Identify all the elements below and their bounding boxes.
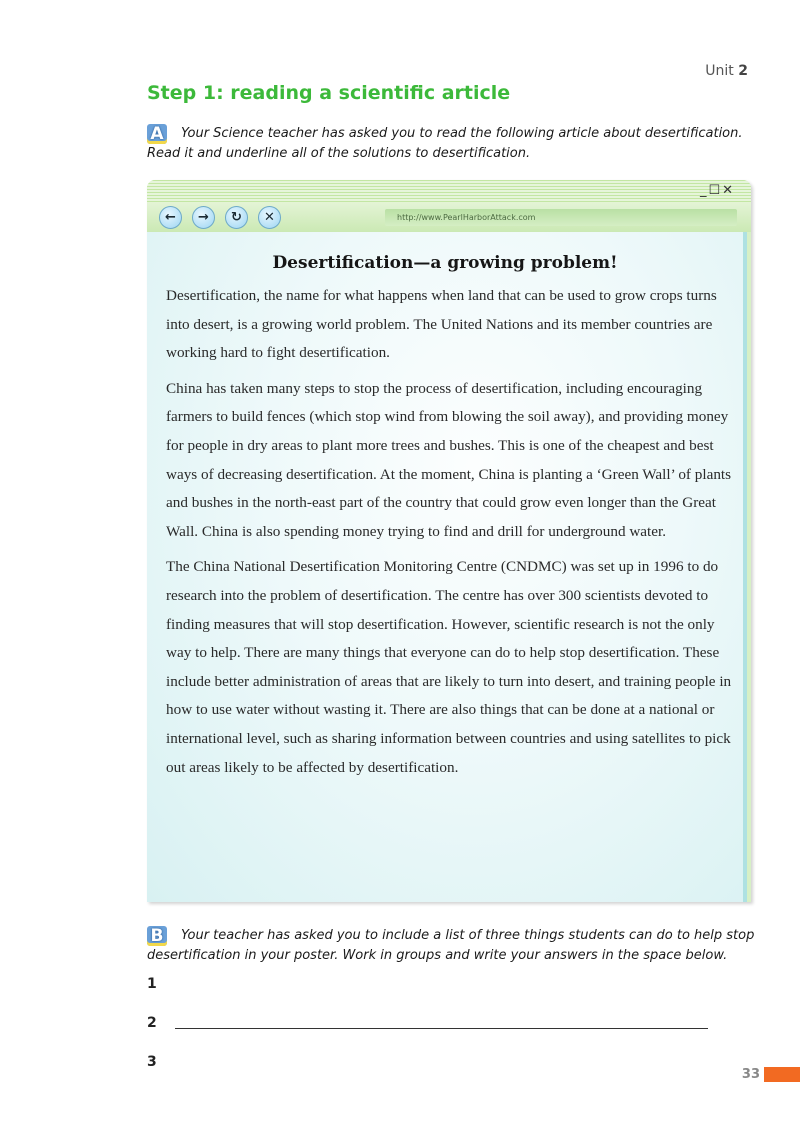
task-b-instructions (147, 926, 757, 966)
article-paragraph: The China National Desertification Monitoring Centre (CNDMC) was set up in 1996 to do research into the problem of desertification. The centre has over 300 scientists devoted to finding measures that will stop desertification. However, scientific research is not the only way to help. There are many things that everyone can do to help stop desertification. These include better administration of areas that are likely to turn into desert, and training people in how to use water without wasting it. There are also things that can be done at a national or international level, such as sharing information between countries and using satellites to pick out areas likely to be affected by desertification. (166, 558, 732, 776)
close-icon[interactable]: ✕ (258, 206, 281, 229)
answer-number-3: 3 (147, 1054, 157, 1070)
task-a-text: Your Science teacher has asked you to read the following article about desertification. Read it and underline all of the solutions to desertification. (147, 126, 743, 161)
browser-titlebar (147, 180, 751, 202)
unit-number: 2 (738, 63, 748, 79)
address-bar[interactable]: http://www.PearlHarborAttack.com (385, 209, 737, 226)
answer-number-2: 2 (147, 1015, 157, 1031)
answer-line[interactable] (175, 1028, 708, 1029)
forward-arrow-icon[interactable]: → (192, 206, 215, 229)
article-paragraph: Desertification, the name for what happens when land that can be used to grow crops turns into desert, is a growing world problem. The United Nations and its member countries are working hard to fight desertification. (166, 287, 717, 362)
back-arrow-icon[interactable]: ← (159, 206, 182, 229)
task-a-instructions (147, 124, 757, 164)
answer-number-1: 1 (147, 976, 157, 992)
article-title: Desertification—a growing problem! (272, 253, 618, 273)
task-b-text: Your teacher has asked you to include a list of three things students can do to help stop desertification in your poster. Work in groups and write your answers in the space below. (147, 928, 755, 963)
page-title: Step 1: reading a scientific article (147, 82, 511, 104)
page-tab-marker (764, 1067, 800, 1082)
unit-label (705, 63, 748, 79)
unit-word: Unit (705, 63, 734, 79)
article-body (166, 282, 732, 789)
task-b-badge: B (147, 926, 167, 946)
refresh-icon[interactable]: ↻ (225, 206, 248, 229)
window-controls-icon[interactable]: _☐✕ (699, 183, 735, 198)
browser-toolbar (147, 202, 751, 232)
task-a-badge: A (147, 124, 167, 144)
page-number: 33 (741, 1067, 760, 1082)
browser-window (147, 180, 751, 902)
article-paragraph: China has taken many steps to stop the process of desertification, including encouraging farmers to build fences (which stop wind from blowing the soil away), and providing money for people in dry areas to plant more trees and bushes. This is one of the cheapest and best ways of decreasing desertification. At the moment, China is planting a ‘Green Wall’ of plants and bushes in the north-east part of the country that could grow even longer than the Great Wall. China is also spending money trying to find and drill for underground water. (166, 379, 732, 540)
article-panel (147, 232, 747, 902)
